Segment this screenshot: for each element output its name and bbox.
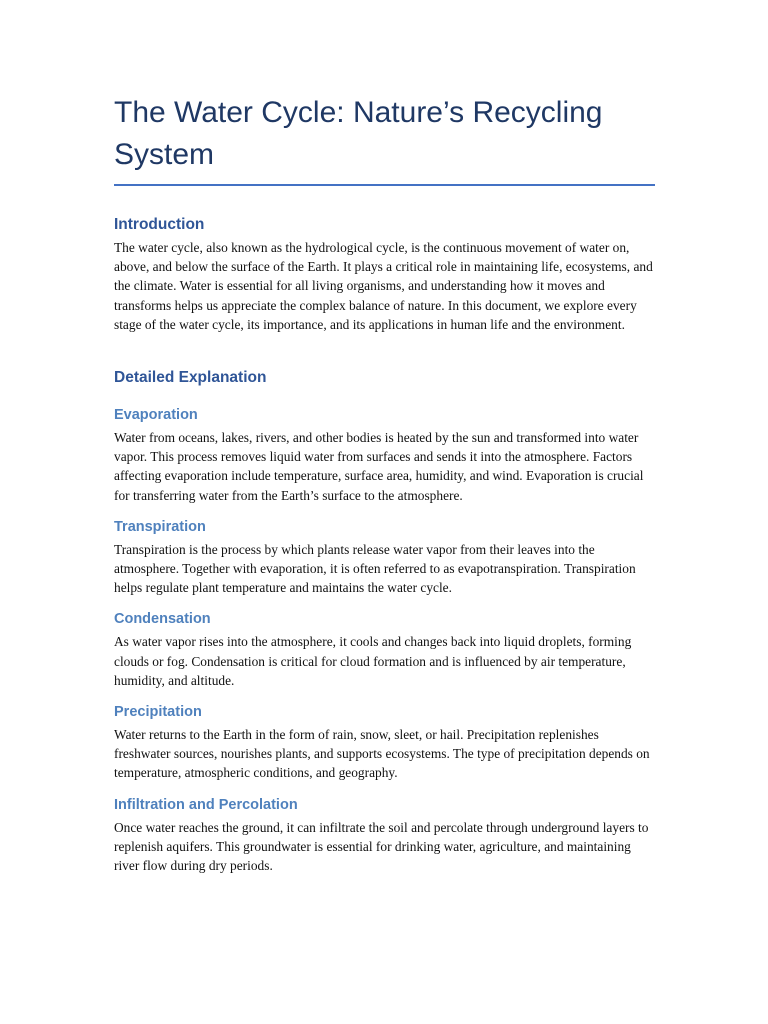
precipitation-heading: Precipitation: [114, 704, 202, 721]
precipitation-section: [114, 702, 655, 783]
document-body: [114, 92, 655, 875]
infiltration-paragraph: Once water reaches the ground, it can infiltrate the soil and percolate through underground layers to replenish aquifers. This groundwater is essential for drinking water, agriculture, and maintaining river flow during dry periods.: [114, 819, 649, 874]
condensation-heading: Condensation: [114, 611, 211, 628]
document-title: The Water Cycle: Nature’s Recycling System: [114, 92, 655, 186]
transpiration-paragraph: Transpiration is the process by which plants release water vapor from their leaves into the atmosphere. Together with evaporation, it is often referred to as evapotranspiration. Transpiration helps regulate plant temperature and maintains the water cycle.: [114, 541, 636, 596]
infiltration-heading: Infiltration and Percolation: [114, 796, 298, 813]
introduction-section: [114, 215, 655, 334]
evaporation-paragraph: Water from oceans, lakes, rivers, and other bodies is heated by the sun and transformed into water vapor. This process removes liquid water from surfaces and sends it into the atmosphere. Factors affecting evaporation include temperature, surface area, humidity, and wind. Evaporation is crucial for transferring water from the Earth’s surface to the atmosphere.: [114, 430, 644, 503]
infiltration-section: [114, 795, 655, 876]
evaporation-section: [114, 405, 655, 505]
detailed-explanation-section: [114, 368, 655, 875]
condensation-paragraph: As water vapor rises into the atmosphere, it cools and changes back into liquid droplets, forming clouds or fog. Condensation is critical for cloud formation and is influenced by air temperature, humidity, and altitude.: [114, 634, 632, 688]
transpiration-heading: Transpiration: [114, 518, 206, 535]
detailed-explanation-heading: Detailed Explanation: [114, 369, 267, 387]
transpiration-section: [114, 517, 655, 598]
introduction-paragraph: The water cycle, also known as the hydrological cycle, is the continuous movement of water on, above, and below the surface of the Earth. It plays a critical role in maintaining life, ecosystems, and the climate. Water is essential for all living organisms, and understanding how it moves and transforms helps us appreciate the complex balance of nature. In this document, we explore every stage of the water cycle, its importance, and its applications in human life and the environment.: [114, 240, 653, 332]
evaporation-heading: Evaporation: [114, 407, 198, 424]
condensation-section: [114, 609, 655, 690]
precipitation-paragraph: Water returns to the Earth in the form of rain, snow, sleet, or hail. Precipitation replenishes freshwater sources, nourishes plants, and supports ecosystems. The type of precipitation depends on temperature, atmospheric conditions, and geography.: [114, 727, 650, 781]
introduction-heading: Introduction: [114, 216, 205, 233]
